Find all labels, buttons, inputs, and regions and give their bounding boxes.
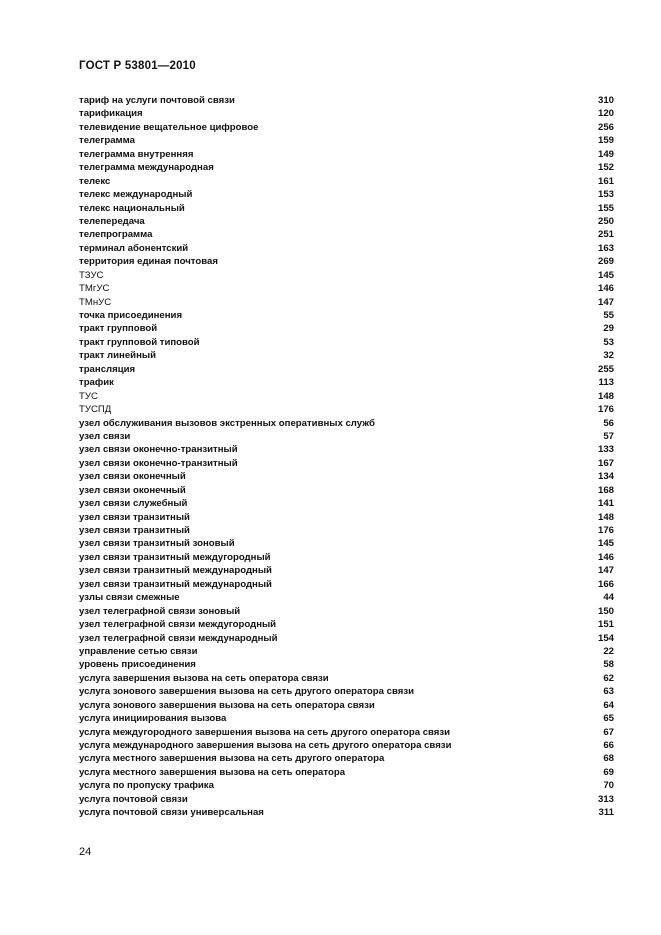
index-entry xyxy=(79,322,614,335)
index-page-ref: 29 xyxy=(603,323,614,335)
index-term: услуга междугородного завершения вызова на сеть другого оператора связи xyxy=(79,726,451,738)
index-entry xyxy=(79,524,614,537)
index-page-ref: 145 xyxy=(597,269,614,281)
index-entry xyxy=(79,739,614,752)
index-term: тарификация xyxy=(79,108,143,120)
index-term: услуга зонового завершения вызова на сеть другого оператора связи xyxy=(79,686,415,698)
index-term: трансляция xyxy=(79,363,136,375)
index-page-ref: 146 xyxy=(597,283,614,295)
index-entry xyxy=(79,457,614,470)
index-page-ref: 154 xyxy=(597,632,614,644)
index-term: узел связи служебный xyxy=(79,498,188,510)
index-term: ТУСПД xyxy=(79,404,112,416)
index-entry xyxy=(79,443,614,456)
index-entry xyxy=(79,269,614,282)
index-entry xyxy=(79,282,614,295)
index-page-ref: 148 xyxy=(597,390,614,402)
index-term: узел связи оконечно-транзитный xyxy=(79,444,238,456)
index-entry xyxy=(79,148,614,161)
index-page-ref: 70 xyxy=(603,780,614,792)
index-term: ТМгУС xyxy=(79,283,110,295)
index-entry xyxy=(79,202,614,215)
index-entry xyxy=(79,591,614,604)
index-term: услуга инициирования вызова xyxy=(79,713,227,725)
index-entry xyxy=(79,175,614,188)
index-page-ref: 255 xyxy=(597,363,614,375)
index-term: тракт линейный xyxy=(79,350,156,362)
index-entry xyxy=(79,255,614,268)
index-term: услуга по пропуску трафика xyxy=(79,780,214,792)
index-term: телекс международный xyxy=(79,189,193,201)
index-term: ТЗУС xyxy=(79,269,104,281)
index-term: услуга почтовой связи универсальная xyxy=(79,807,264,819)
index-entry xyxy=(79,121,614,134)
index-entry xyxy=(79,658,614,671)
index-page-ref: 153 xyxy=(597,189,614,201)
index-term: узлы связи смежные xyxy=(79,592,180,604)
index-entry xyxy=(79,806,614,819)
index-entry xyxy=(79,752,614,765)
index-term: узел телеграфной связи междугородный xyxy=(79,619,277,631)
index-entry xyxy=(79,726,614,739)
index-page-ref: 148 xyxy=(597,511,614,523)
index-list xyxy=(79,94,614,820)
index-page-ref: 168 xyxy=(597,484,614,496)
index-entry xyxy=(79,215,614,228)
index-page-ref: 53 xyxy=(603,336,614,348)
index-term: узел связи xyxy=(79,430,131,442)
index-term: тракт групповой xyxy=(79,323,158,335)
index-page-ref: 141 xyxy=(597,498,614,510)
index-entry xyxy=(79,578,614,591)
index-page-ref: 176 xyxy=(597,525,614,536)
index-page-ref: 167 xyxy=(597,457,614,469)
index-page-ref: 147 xyxy=(597,296,614,308)
index-entry xyxy=(79,94,614,107)
index-entry xyxy=(79,712,614,725)
index-entry xyxy=(79,417,614,430)
index-page-ref: 22 xyxy=(603,645,614,657)
index-page-ref: 64 xyxy=(603,699,614,711)
index-term: узел связи транзитный международный xyxy=(79,565,272,577)
index-term: телепрограмма xyxy=(79,229,153,241)
index-entry xyxy=(79,793,614,806)
index-entry xyxy=(79,376,614,389)
index-page-ref: 155 xyxy=(597,202,614,214)
index-entry xyxy=(79,537,614,550)
index-term: тракт групповой типовой xyxy=(79,336,200,348)
index-term: ТУС xyxy=(79,390,98,402)
index-entry xyxy=(79,618,614,631)
index-term: территория единая почтовая xyxy=(79,256,218,268)
index-page-ref: 313 xyxy=(597,793,614,805)
index-page-ref: 133 xyxy=(597,444,614,456)
index-term: трафик xyxy=(79,377,114,389)
index-entry xyxy=(79,390,614,403)
index-term: узел связи транзитный xyxy=(79,511,190,523)
index-term: узел обслуживания вызовов экстренных оперативных служб xyxy=(79,417,375,429)
index-page-ref: 146 xyxy=(597,551,614,563)
index-term: телевидение вещательное цифровое xyxy=(79,121,259,133)
index-page-ref: 250 xyxy=(597,215,614,227)
index-entry xyxy=(79,672,614,685)
index-entry xyxy=(79,497,614,510)
index-page-ref: 256 xyxy=(597,121,614,133)
index-page-ref: 159 xyxy=(597,135,614,147)
index-term: услуга местного завершения вызова на сеть другого оператора xyxy=(79,753,385,765)
index-entry xyxy=(79,484,614,497)
index-entry xyxy=(79,363,614,376)
index-page-ref: 63 xyxy=(603,686,614,698)
index-entry xyxy=(79,605,614,618)
index-page-ref: 62 xyxy=(603,672,614,684)
index-page-ref: 134 xyxy=(597,471,614,483)
index-term: услуга завершения вызова на сеть оператора связи xyxy=(79,672,329,684)
index-page-ref: 161 xyxy=(597,175,614,187)
index-entry xyxy=(79,685,614,698)
index-entry xyxy=(79,336,614,349)
index-entry xyxy=(79,779,614,792)
index-term: узел связи оконечно-транзитный xyxy=(79,457,238,469)
index-term: узел телеграфной связи зоновый xyxy=(79,605,241,617)
index-page-ref: 68 xyxy=(603,753,614,765)
index-page-ref: 150 xyxy=(597,605,614,617)
index-term: телекс национальный xyxy=(79,202,185,214)
index-term: телеграмма внутренняя xyxy=(79,148,194,160)
index-term: услуга зонового завершения вызова на сеть оператора связи xyxy=(79,699,375,711)
index-page-ref: 176 xyxy=(597,404,614,416)
index-term: услуга почтовой связи xyxy=(79,793,188,805)
index-entry xyxy=(79,403,614,416)
index-page-ref: 67 xyxy=(603,726,614,738)
index-page-ref: 166 xyxy=(597,578,614,590)
index-term: телеграмма xyxy=(79,135,135,147)
index-page-ref: 310 xyxy=(597,95,614,106)
index-page-ref: 151 xyxy=(597,619,614,631)
index-term: точка присоединения xyxy=(79,310,183,321)
index-page-ref: 44 xyxy=(603,592,614,604)
index-page-ref: 120 xyxy=(597,108,614,120)
index-page-ref: 56 xyxy=(603,417,614,429)
index-page-ref: 147 xyxy=(597,565,614,577)
index-term: узел связи транзитный междугородный xyxy=(79,551,271,563)
index-term: узел телеграфной связи международный xyxy=(79,632,278,644)
index-page-ref: 163 xyxy=(597,242,614,254)
index-entry xyxy=(79,228,614,241)
index-page-ref: 55 xyxy=(603,310,614,321)
index-page-ref: 251 xyxy=(597,229,614,241)
index-page-ref: 311 xyxy=(598,807,614,819)
index-page-ref: 65 xyxy=(603,713,614,725)
index-entry xyxy=(79,349,614,362)
index-page-ref: 58 xyxy=(603,659,614,671)
index-term: узел связи оконечный xyxy=(79,484,186,496)
index-page-ref: 57 xyxy=(603,430,614,442)
document-header: ГОСТ Р 53801—2010 xyxy=(79,60,196,72)
index-entry xyxy=(79,242,614,255)
index-entry xyxy=(79,699,614,712)
index-term: терминал абонентский xyxy=(79,242,189,254)
index-entry xyxy=(79,645,614,658)
index-term: телекс xyxy=(79,175,111,187)
index-page-ref: 113 xyxy=(598,377,614,389)
index-term: узел связи транзитный зоновый xyxy=(79,538,235,550)
index-entry xyxy=(79,107,614,120)
index-term: телеграмма международная xyxy=(79,162,214,174)
index-page-ref: 149 xyxy=(597,148,614,160)
index-entry xyxy=(79,551,614,564)
index-term: телепередача xyxy=(79,215,145,227)
index-term: узел связи транзитный международный xyxy=(79,578,272,590)
index-term: уровень присоединения xyxy=(79,659,196,671)
index-page-ref: 152 xyxy=(597,162,614,174)
index-page-ref: 145 xyxy=(597,538,614,550)
index-entry xyxy=(79,470,614,483)
index-entry xyxy=(79,309,614,322)
index-entry xyxy=(79,134,614,147)
index-entry xyxy=(79,188,614,201)
index-term: управление сетью связи xyxy=(79,645,198,657)
index-entry xyxy=(79,766,614,779)
index-entry xyxy=(79,296,614,309)
page-number: 24 xyxy=(79,846,92,858)
index-page-ref: 32 xyxy=(603,350,614,362)
index-term: ТМнУС xyxy=(79,296,112,308)
index-term: узел связи оконечный xyxy=(79,471,186,483)
index-entry xyxy=(79,161,614,174)
index-page-ref: 69 xyxy=(603,766,614,778)
index-term: услуга международного завершения вызова на сеть другого оператора связи xyxy=(79,740,452,751)
index-entry xyxy=(79,564,614,577)
index-entry xyxy=(79,430,614,443)
index-term: тариф на услуги почтовой связи xyxy=(79,95,235,106)
index-entry xyxy=(79,511,614,524)
index-page-ref: 66 xyxy=(603,740,614,751)
index-page-ref: 269 xyxy=(597,256,614,268)
index-entry xyxy=(79,632,614,645)
index-term: услуга местного завершения вызова на сеть оператора xyxy=(79,766,346,778)
index-term: узел связи транзитный xyxy=(79,525,190,536)
